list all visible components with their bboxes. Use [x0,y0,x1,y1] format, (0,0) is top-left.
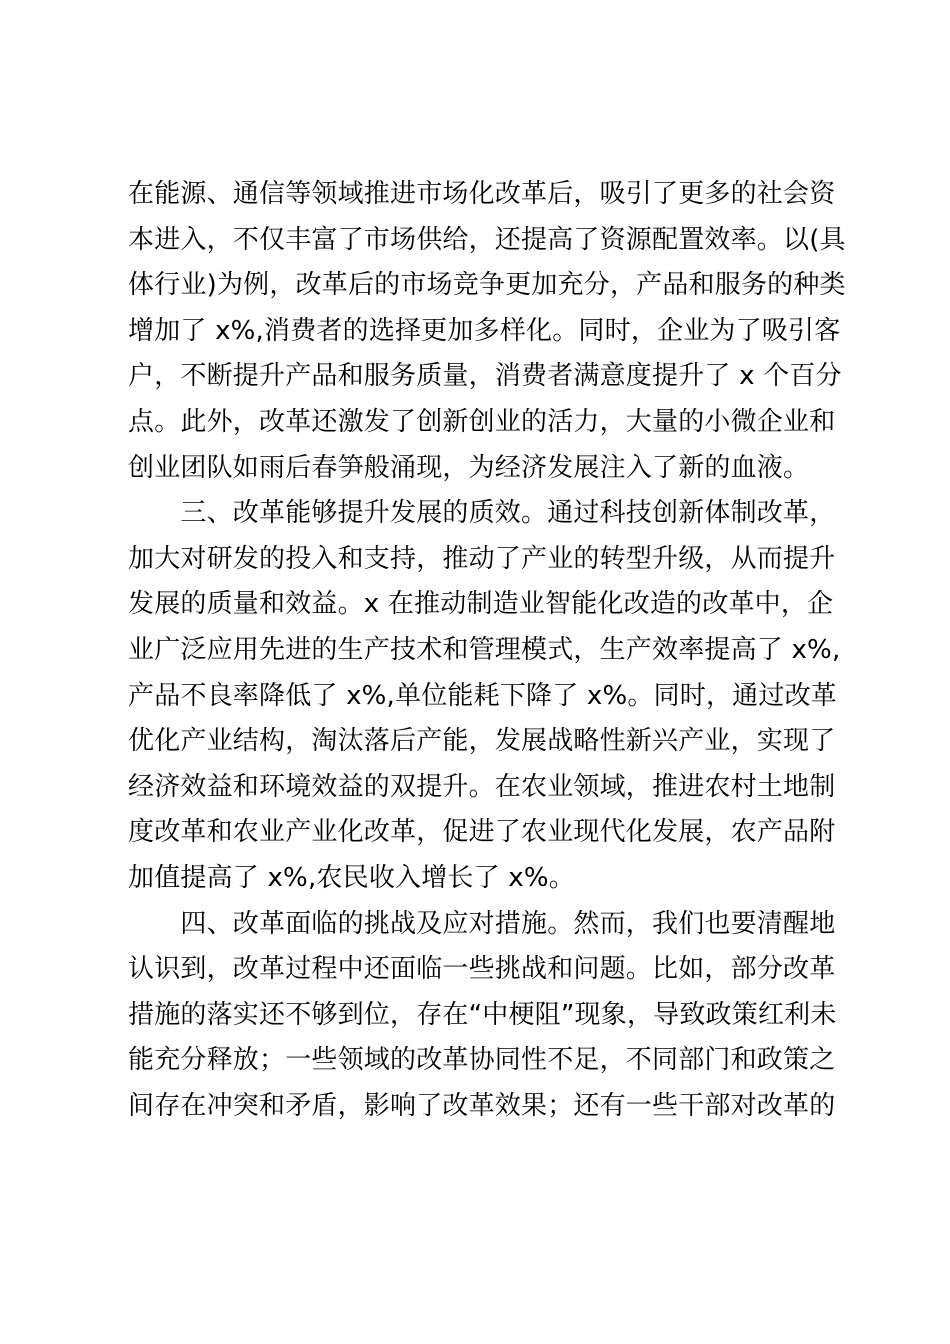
paragraph-section-three [128,491,841,901]
text-line: 本进入，不仅丰富了市场供给，还提高了资源配置效率。以(具 [128,224,846,255]
text-line: 创业团队如雨后春笋般涌现，为经济发展注入了新的血液。 [128,452,810,483]
text-line: 经济效益和环境效益的双提升。在农业领域，推进农村土地制 [128,771,836,802]
text-line: 点。此外，改革还激发了创新创业的活力，大量的小微企业和 [128,406,836,437]
paragraph-section-four [128,902,837,1130]
text-line: 发展的质量和效益。x 在推动制造业智能化改造的改革中，企 [128,589,834,620]
text-line: 优化产业结构，淘汰落后产能，发展战略性新兴产业，实现了 [128,726,836,757]
text-line: 间存在冲突和矛盾，影响了改革效果；还有一些干部对改革的 [128,1090,836,1121]
text-line: 加大对研发的投入和支持，推动了产业的转型升级，从而提升 [128,543,836,574]
section-three-heading-line: 三、改革能够提升发展的质效。通过科技创新体制改革， [128,498,836,529]
text-line: 加值提高了 x%,农民收入增长了 x%。 [128,862,575,893]
text-line: 措施的落实还不够到位，存在“中梗阻”现象，导致政策红利未 [128,999,837,1030]
text-line: 在能源、通信等领域推进市场化改革后，吸引了更多的社会资 [128,179,836,209]
text-line: 产品不良率降低了 x%,单位能耗下降了 x%。同时，通过改革 [128,680,837,711]
section-four-heading-line: 四、改革面临的挑战及应对措施。然而，我们也要清醒地 [128,908,836,939]
text-line: 户，不断提升产品和服务质量，消费者满意度提升了 x 个百分 [128,361,842,392]
text-line: 业广泛应用先进的生产技术和管理模式，生产效率提高了 x%, [128,634,841,665]
paragraph-market-reform [128,172,846,491]
text-line: 增加了 x%,消费者的选择更加多样化。同时，企业为了吸引客 [128,315,841,346]
text-line: 能充分释放；一些领域的改革协同性不足，不同部门和政策之 [128,1045,836,1076]
text-line: 度改革和农业产业化改革，促进了农业现代化发展，农产品附 [128,817,836,848]
text-line: 认识到，改革过程中还面临一些挑战和问题。比如，部分改革 [128,954,836,985]
text-line: 体行业)为例，改革后的市场竞争更加充分，产品和服务的种类 [128,270,846,301]
body-text [128,172,846,1129]
